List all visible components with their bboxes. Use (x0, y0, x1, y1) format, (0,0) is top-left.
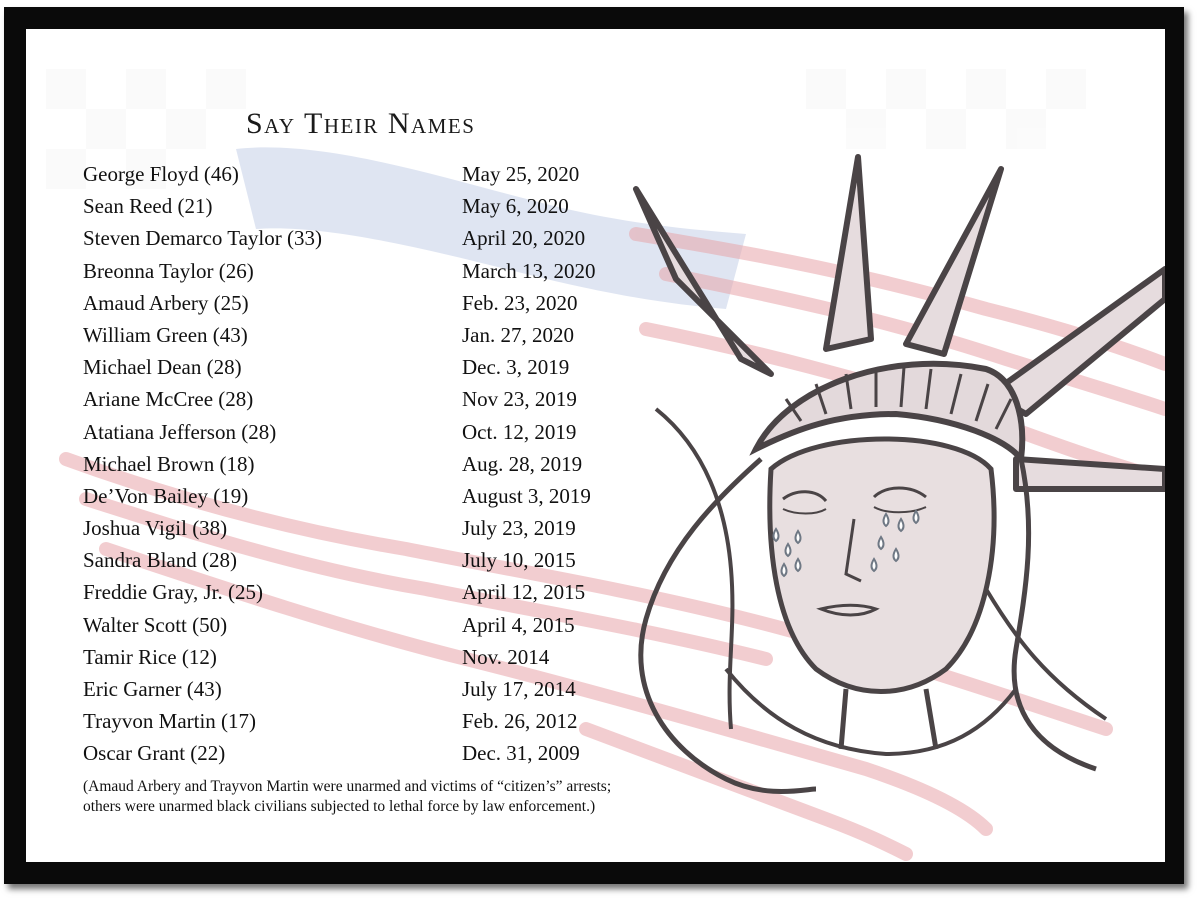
list-item (83, 385, 643, 417)
list-item (83, 353, 643, 385)
death-date: July 23, 2019 (462, 516, 576, 541)
death-date: Nov 23, 2019 (462, 387, 577, 412)
poster (26, 29, 1165, 862)
victim-name: Eric Garner (43) (83, 677, 222, 701)
list-item (83, 514, 643, 546)
list-item (83, 546, 643, 578)
victim-name: Sean Reed (21) (83, 194, 213, 219)
death-date: Feb. 23, 2020 (462, 290, 578, 315)
victim-name: Steven Demarco Taylor (33) (83, 226, 322, 251)
death-date: Dec. 31, 2009 (462, 741, 580, 766)
victim-name: Trayvon Martin (17) (83, 709, 257, 734)
victim-name: Breonna Taylor (26) (83, 258, 254, 283)
death-date: April 12, 2015 (462, 580, 586, 605)
victim-name: De’Von Bailey (19) (83, 483, 249, 508)
victim-name: William Green (43) (83, 322, 248, 347)
death-date: March 13, 2020 (462, 258, 596, 283)
list-item (83, 578, 643, 610)
list-item (83, 482, 643, 514)
victim-name: Ariane McCree (28) (83, 387, 254, 412)
page-title: Say Their Names (246, 107, 476, 140)
death-date: May 6, 2020 (462, 194, 569, 219)
victim-name: Sandra Bland (28) (83, 548, 237, 573)
list-item (83, 418, 643, 450)
victim-name: George Floyd (46) (83, 162, 239, 186)
list-item (83, 224, 643, 256)
death-date: April 4, 2015 (462, 612, 575, 637)
list-item (83, 707, 643, 739)
death-date: Nov. 2014 (462, 644, 550, 669)
list-item (83, 450, 643, 482)
death-date: July 17, 2014 (462, 677, 576, 701)
footnote-line-2: others were unarmed black civilians subjected to lethal force by law enforcement.) (83, 798, 596, 815)
victim-name: Oscar Grant (22) (83, 741, 226, 766)
victim-name: Walter Scott (50) (83, 612, 228, 637)
victim-name: Michael Dean (28) (83, 355, 242, 380)
list-item (83, 643, 643, 675)
list-item (83, 611, 643, 643)
list-item (83, 675, 643, 707)
death-date: Aug. 28, 2019 (462, 451, 583, 476)
death-date: April 20, 2020 (462, 226, 586, 251)
list-item (83, 257, 643, 289)
death-date: Dec. 3, 2019 (462, 355, 570, 380)
names-list (83, 160, 643, 772)
list-item (83, 160, 643, 192)
death-date: Feb. 26, 2012 (462, 709, 578, 734)
victim-name: Atatiana Jefferson (28) (83, 419, 277, 444)
victim-name: Amaud Arbery (25) (83, 290, 249, 315)
death-date: Oct. 12, 2019 (462, 419, 577, 444)
footnote-line-1: (Amaud Arbery and Trayvon Martin were unarmed and victims of “citizen’s” arrests; (83, 778, 612, 795)
death-date: August 3, 2019 (462, 483, 591, 508)
death-date: Jan. 27, 2020 (462, 322, 574, 347)
list-item (83, 192, 643, 224)
victim-name: Joshua Vigil (38) (83, 516, 228, 541)
list-item (83, 739, 643, 771)
list-item (83, 289, 643, 321)
victim-name: Michael Brown (18) (83, 451, 255, 476)
death-date: July 10, 2015 (462, 548, 576, 573)
victim-name: Freddie Gray, Jr. (25) (83, 580, 264, 605)
death-date: May 25, 2020 (462, 162, 580, 186)
victim-name: Tamir Rice (12) (83, 644, 217, 669)
footnote (83, 777, 763, 817)
list-item (83, 321, 643, 353)
